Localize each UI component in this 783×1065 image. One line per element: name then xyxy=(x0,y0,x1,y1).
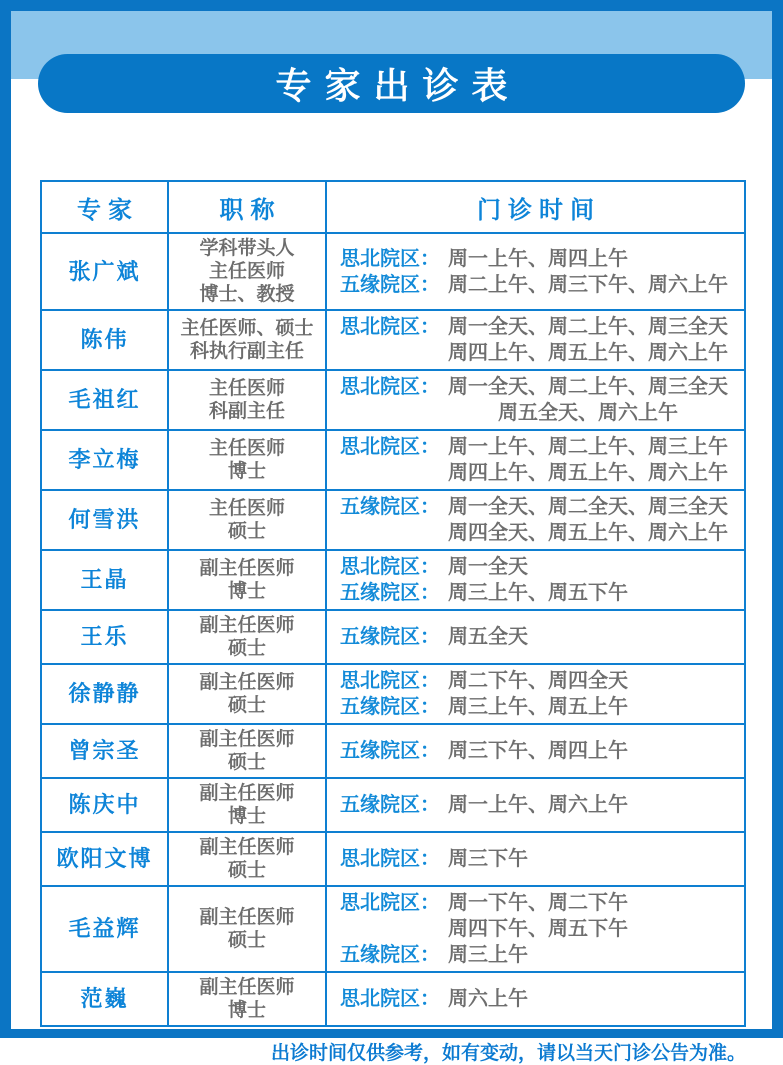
expert-name: 徐静静 xyxy=(68,681,141,706)
job-title-line: 主任医师、硕士 xyxy=(180,318,314,339)
time-lines xyxy=(448,792,628,818)
campus-label: 思北院区： xyxy=(340,892,440,914)
header-clinic-time: 门诊时间 xyxy=(327,182,744,234)
schedule-entry xyxy=(340,624,528,650)
campus-label: 思北院区： xyxy=(340,556,440,578)
schedule-entry xyxy=(340,554,528,580)
job-title-line: 博士 xyxy=(227,806,266,827)
job-title-cell xyxy=(169,491,327,551)
title-banner xyxy=(38,54,745,113)
job-title-cell xyxy=(169,833,327,887)
expert-name-cell xyxy=(42,371,169,431)
campus-label: 五缘院区： xyxy=(340,273,440,296)
time-line: 周三上午、周五上午 xyxy=(448,696,628,718)
job-title-line: 学科带头人 xyxy=(199,238,295,259)
table-row xyxy=(42,611,744,665)
table-row xyxy=(42,665,744,725)
job-title-cell xyxy=(169,371,327,431)
clinic-time-cell xyxy=(327,665,744,725)
job-title-line: 硕士 xyxy=(227,638,266,659)
time-line: 周五全天 xyxy=(448,626,528,648)
expert-name-cell xyxy=(42,779,169,833)
job-title-line: 硕士 xyxy=(227,930,266,951)
table-row xyxy=(42,833,744,887)
campus-label: 五缘院区： xyxy=(340,696,440,718)
time-lines xyxy=(448,374,728,426)
expert-name-cell xyxy=(42,234,169,311)
expert-name: 毛祖红 xyxy=(68,387,141,412)
job-title-line: 主任医师 xyxy=(208,498,285,519)
time-line: 周五全天、周六上午 xyxy=(498,402,678,424)
footer-disclaimer: 出诊时间仅供参考，如有变动，请以当天门诊公告为准。 xyxy=(270,1043,746,1064)
expert-name: 毛益辉 xyxy=(68,916,141,941)
clinic-time-cell xyxy=(327,611,744,665)
clinic-time-cell xyxy=(327,371,744,431)
campus-label: 思北院区： xyxy=(340,316,440,338)
time-line: 周一全天、周二上午、周三全天 xyxy=(448,316,728,338)
time-line: 周三下午、周四上午 xyxy=(448,740,628,762)
schedule-entry xyxy=(340,580,628,606)
time-lines xyxy=(448,580,628,606)
job-title-line: 博士 xyxy=(227,581,266,602)
job-title-line: 副主任医师 xyxy=(199,615,295,636)
expert-name: 陈伟 xyxy=(80,327,129,352)
clinic-time-cell xyxy=(327,234,744,311)
expert-name: 张广斌 xyxy=(68,258,141,284)
time-line: 周一上午、周六上午 xyxy=(448,794,628,816)
campus-label: 思北院区： xyxy=(340,848,440,870)
campus-label: 思北院区： xyxy=(340,247,440,270)
job-title-cell xyxy=(169,431,327,491)
schedule-entry xyxy=(340,494,728,546)
job-title-cell xyxy=(169,973,327,1025)
time-lines xyxy=(448,494,728,546)
job-title-line: 副主任医师 xyxy=(199,672,295,693)
clinic-time-cell xyxy=(327,725,744,779)
schedule-entry xyxy=(340,986,528,1012)
expert-name-cell xyxy=(42,431,169,491)
campus-label: 五缘院区： xyxy=(340,582,440,604)
header-title: 职称 xyxy=(169,182,327,234)
job-title-cell xyxy=(169,311,327,371)
schedule-entry xyxy=(340,738,628,764)
time-lines xyxy=(448,694,628,720)
time-line: 周一上午、周四上午 xyxy=(448,247,628,270)
time-lines xyxy=(448,738,628,764)
time-line: 周六上午 xyxy=(448,988,528,1010)
table-header-row xyxy=(42,182,744,234)
time-line: 周四全天、周五上午、周六上午 xyxy=(448,522,728,544)
table-row xyxy=(42,311,744,371)
expert-name-cell xyxy=(42,725,169,779)
expert-name: 陈庆中 xyxy=(68,792,141,817)
campus-label: 五缘院区： xyxy=(340,496,440,518)
campus-label: 思北院区： xyxy=(340,988,440,1010)
job-title-line: 硕士 xyxy=(227,860,266,881)
expert-name-cell xyxy=(42,491,169,551)
campus-label: 五缘院区： xyxy=(340,794,440,816)
time-line: 周一下午、周二下午 xyxy=(448,892,628,914)
expert-name: 王晶 xyxy=(80,567,129,592)
job-title-line: 副主任医师 xyxy=(199,729,295,750)
job-title-cell xyxy=(169,779,327,833)
time-lines xyxy=(448,942,528,968)
job-title-line: 硕士 xyxy=(227,752,266,773)
schedule-entry xyxy=(340,694,628,720)
schedule-entry xyxy=(340,314,728,366)
table-row xyxy=(42,371,744,431)
expert-name-cell xyxy=(42,611,169,665)
expert-name-cell xyxy=(42,551,169,611)
clinic-time-cell xyxy=(327,779,744,833)
time-lines xyxy=(448,434,728,486)
campus-label: 思北院区： xyxy=(340,670,440,692)
schedule-entry xyxy=(340,942,528,968)
time-lines xyxy=(448,846,528,872)
clinic-time-cell xyxy=(327,431,744,491)
table-row xyxy=(42,491,744,551)
time-line: 周三下午 xyxy=(448,848,528,870)
job-title-line: 主任医师 xyxy=(208,261,285,282)
schedule-entry xyxy=(340,246,628,272)
time-line: 周一上午、周二上午、周三上午 xyxy=(448,436,728,458)
campus-label: 思北院区： xyxy=(340,376,440,398)
schedule-entry xyxy=(340,890,628,942)
table-row xyxy=(42,551,744,611)
job-title-line: 主任医师 xyxy=(208,438,285,459)
time-lines xyxy=(448,624,528,650)
job-title-cell xyxy=(169,234,327,311)
clinic-time-cell xyxy=(327,551,744,611)
job-title-line: 博士 xyxy=(227,1000,266,1021)
job-title-line: 硕士 xyxy=(227,695,266,716)
job-title-line: 科副主任 xyxy=(208,401,285,422)
time-lines xyxy=(448,554,528,580)
job-title-line: 博士、教授 xyxy=(199,284,295,305)
expert-name-cell xyxy=(42,887,169,973)
job-title-line: 副主任医师 xyxy=(199,783,295,804)
schedule-entry xyxy=(340,792,628,818)
time-line: 周四上午、周五上午、周六上午 xyxy=(448,462,728,484)
expert-schedule-table xyxy=(40,180,746,1027)
time-line: 周一全天、周二全天、周三全天 xyxy=(448,496,728,518)
job-title-line: 副主任医师 xyxy=(199,977,295,998)
time-lines xyxy=(448,272,728,298)
time-line: 周三上午、周五下午 xyxy=(448,582,628,604)
schedule-entry xyxy=(340,668,628,694)
expert-name-cell xyxy=(42,311,169,371)
expert-name-cell xyxy=(42,665,169,725)
campus-label: 五缘院区： xyxy=(340,626,440,648)
time-lines xyxy=(448,314,728,366)
time-lines xyxy=(448,668,628,694)
job-title-cell xyxy=(169,665,327,725)
job-title-line: 博士 xyxy=(227,461,266,482)
campus-label: 五缘院区： xyxy=(340,740,440,762)
expert-name-cell xyxy=(42,973,169,1025)
expert-name: 李立梅 xyxy=(68,447,141,472)
campus-label: 思北院区： xyxy=(340,436,440,458)
table-row xyxy=(42,234,744,311)
table-row xyxy=(42,725,744,779)
job-title-line: 硕士 xyxy=(227,521,266,542)
expert-name: 何雪洪 xyxy=(68,507,141,532)
job-title-cell xyxy=(169,725,327,779)
clinic-time-cell xyxy=(327,311,744,371)
job-title-cell xyxy=(169,887,327,973)
time-line: 周二下午、周四全天 xyxy=(448,670,628,692)
job-title-cell xyxy=(169,611,327,665)
time-line: 周三上午 xyxy=(448,944,528,966)
page-title: 专家出诊表 xyxy=(275,65,521,106)
time-lines xyxy=(448,246,628,272)
time-line: 周一全天 xyxy=(448,556,528,578)
table-row xyxy=(42,973,744,1025)
job-title-line: 副主任医师 xyxy=(199,907,295,928)
expert-name: 范巍 xyxy=(80,986,129,1011)
table-row xyxy=(42,887,744,973)
job-title-line: 副主任医师 xyxy=(199,558,295,579)
schedule-entry xyxy=(340,434,728,486)
expert-name: 王乐 xyxy=(80,624,129,649)
job-title-line: 主任医师 xyxy=(208,378,285,399)
time-lines xyxy=(448,986,528,1012)
schedule-entry xyxy=(340,846,528,872)
clinic-time-cell xyxy=(327,491,744,551)
expert-name-cell xyxy=(42,833,169,887)
clinic-time-cell xyxy=(327,973,744,1025)
schedule-entry xyxy=(340,272,728,298)
clinic-time-cell xyxy=(327,833,744,887)
campus-label: 五缘院区： xyxy=(340,944,440,966)
job-title-cell xyxy=(169,551,327,611)
expert-name: 曾宗圣 xyxy=(68,738,141,763)
schedule-entry xyxy=(340,374,728,426)
table-row xyxy=(42,431,744,491)
clinic-time-cell xyxy=(327,887,744,973)
job-title-line: 科执行副主任 xyxy=(189,341,304,362)
time-line: 周四下午、周五下午 xyxy=(448,918,628,940)
time-line: 周二上午、周三下午、周六上午 xyxy=(448,273,728,296)
header-expert: 专家 xyxy=(42,182,169,234)
job-title-line: 副主任医师 xyxy=(199,837,295,858)
table-row xyxy=(42,779,744,833)
expert-name: 欧阳文博 xyxy=(56,846,153,871)
time-line: 周四上午、周五上午、周六上午 xyxy=(448,342,728,364)
time-lines xyxy=(448,890,628,942)
time-line: 周一全天、周二上午、周三全天 xyxy=(448,376,728,398)
